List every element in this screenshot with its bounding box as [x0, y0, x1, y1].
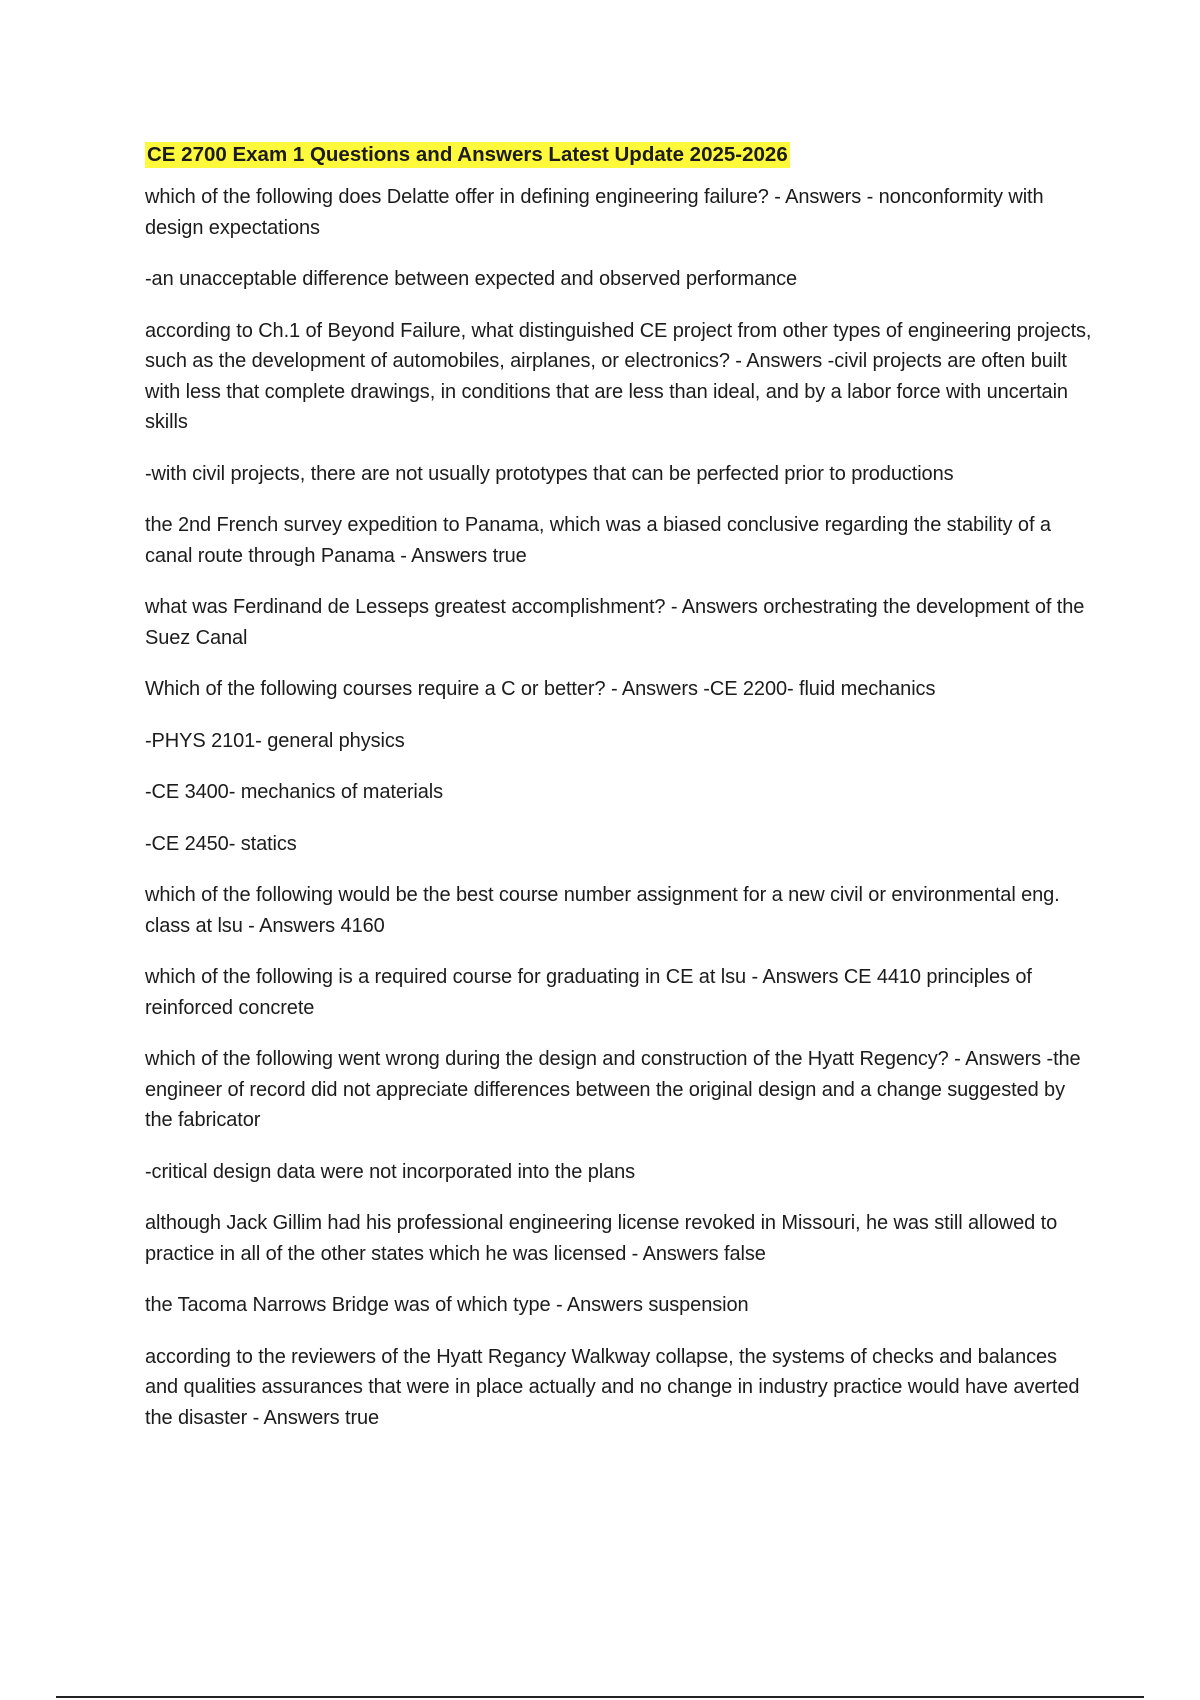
paragraph: which of the following does Delatte offer in defining engineering failure? - Answers - nonconformity with design expectations	[145, 186, 1044, 239]
paragraph: -CE 2450- statics	[145, 832, 297, 855]
paragraph: the Tacoma Narrows Bridge was of which type - Answers suspension	[145, 1294, 749, 1316]
paragraph: which of the following is a required course for graduating in CE at lsu - Answers CE 4410 principles of reinforced concrete	[145, 966, 1032, 1019]
paragraph: -CE 3400- mechanics of materials	[145, 781, 444, 803]
paragraph: which of the following went wrong during the design and construction of the Hyatt Regency? - Answers -the engineer of record did not appreciate differences between the original design and a change suggested by the fabricator	[145, 1048, 1081, 1131]
paragraph: -PHYS 2101- general physics	[145, 729, 405, 752]
paragraph: according to the reviewers of the Hyatt Regancy Walkway collapse, the systems of checks and balances and qualities assurances that were in place actually and no change in industry practice would have averted the disaster - Answers true	[145, 1345, 1080, 1429]
paragraph: although Jack Gillim had his professional engineering license revoked in Missouri, he was still allowed to practice in all of the other states which he was licensed - Answers false	[145, 1212, 1058, 1265]
paragraph: which of the following would be the best course number assignment for a new civil or environmental eng. class at lsu - Answers 4160	[145, 884, 1060, 937]
paragraph: -critical design data were not incorporated into the plans	[145, 1160, 636, 1183]
paragraph: the 2nd French survey expedition to Panama, which was a biased conclusive regarding the stability of a canal route through Panama - Answers true	[145, 514, 1051, 567]
paragraph: -an unacceptable difference between expected and observed performance	[145, 268, 798, 290]
paragraph: what was Ferdinand de Lesseps greatest accomplishment? - Answers orchestrating the development of the Suez Canal	[145, 596, 1085, 649]
document-page	[145, 142, 1095, 1454]
document-title: CE 2700 Exam 1 Questions and Answers Latest Update 2025-2026	[147, 143, 788, 166]
paragraph: Which of the following courses require a C or better? - Answers -CE 2200- fluid mechanics	[145, 678, 936, 700]
footer-rule	[56, 1696, 1144, 1698]
paragraph: according to Ch.1 of Beyond Failure, what distinguished CE project from other types of engineering projects, such as the development of automobiles, airplanes, or electronics? - Answers -civil projects are often built with less that complete drawings, in conditions that are less than ideal, and by a labor force with uncertain skills	[145, 319, 1092, 433]
paragraph: -with civil projects, there are not usually prototypes that can be perfected prior to productions	[145, 462, 954, 485]
